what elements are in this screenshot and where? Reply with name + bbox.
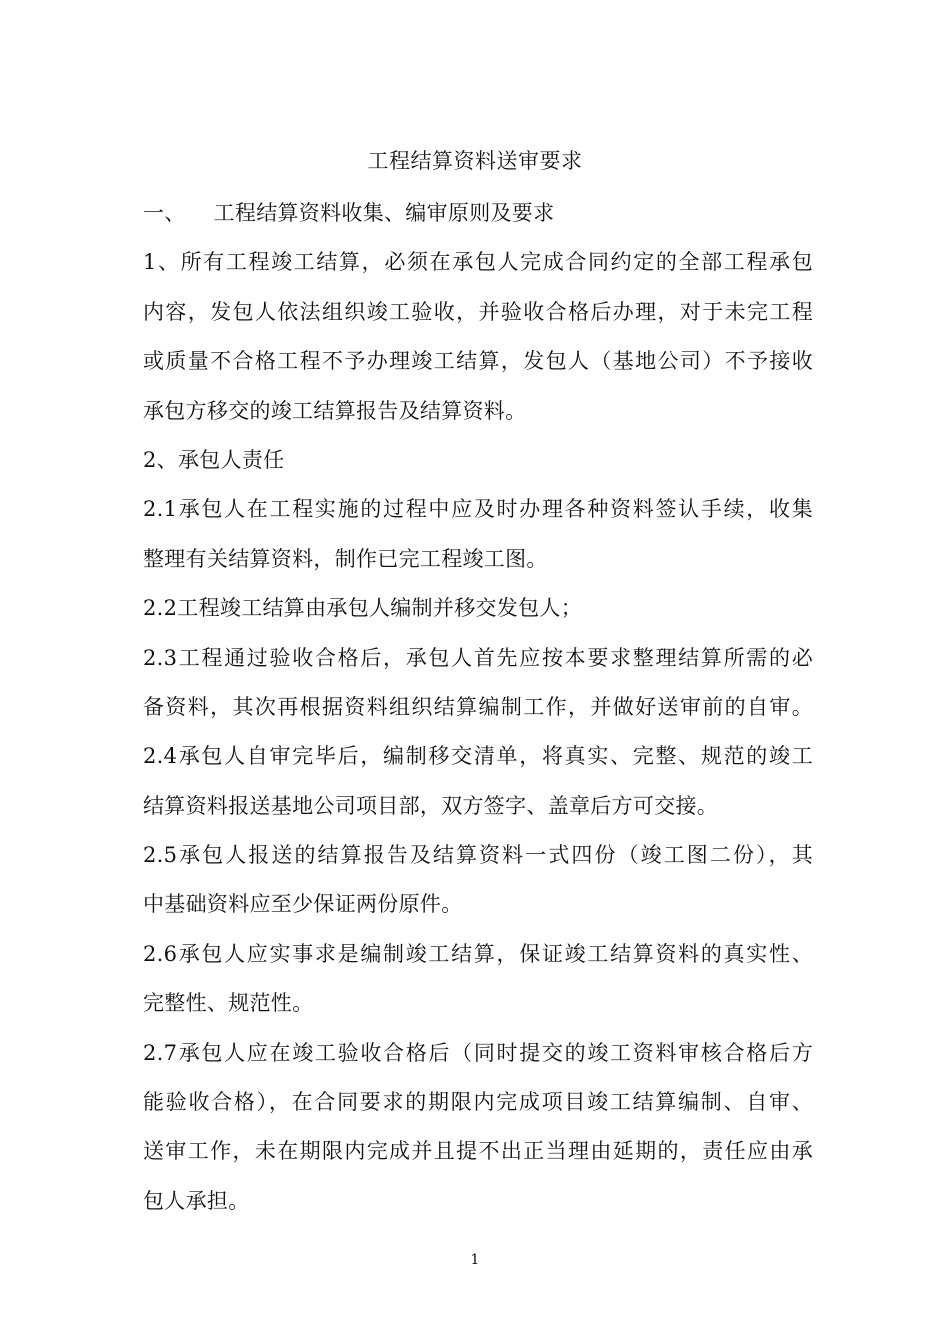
paragraph-line: 整理有关结算资料，制作已完工程竣工图。 (143, 546, 548, 571)
paragraph-line: 2.1承包人在工程实施的过程中应及时办理各种资料签认手续，收集 (143, 497, 813, 522)
paragraph-line: 内容，发包人依法组织竣工验收，并验收合格后办理，对于未完工程 (143, 299, 813, 324)
paragraph-line: 1、所有工程竣工结算，必须在承包人完成合同约定的全部工程承包 (143, 250, 813, 275)
paragraph-line: 2.6承包人应实事求是编制竣工结算，保证竣工结算资料的真实性、 (143, 941, 813, 966)
paragraph-line: 结算资料报送基地公司项目部，双方签字、盖章后方可交接。 (143, 793, 719, 818)
section-title: 工程结算资料收集、编审原则及要求 (213, 201, 555, 225)
paragraph-line: 能验收合格），在合同要求的期限内完成项目竣工结算编制、自审、 (143, 1090, 813, 1115)
document-title: 工程结算资料送审要求 (367, 149, 583, 173)
paragraph-line: 2.5承包人报送的结算报告及结算资料一式四份（竣工图二份），其 (143, 843, 813, 868)
paragraph-line: 备资料，其次再根据资料组织结算编制工作，并做好送审前的自审。 (143, 694, 813, 719)
page-number: 1 (470, 1252, 480, 1268)
paragraph-line: 完整性、规范性。 (143, 991, 314, 1016)
paragraph-line: 2.4承包人自审完毕后，编制移交清单，将真实、完整、规范的竣工 (143, 744, 813, 769)
paragraph-line: 2.3工程通过验收合格后，承包人首先应按本要求整理结算所需的必 (143, 645, 813, 670)
section-heading (143, 196, 813, 245)
paragraph-line: 中基础资料应至少保证两份原件。 (143, 892, 463, 917)
subsection-heading: 2、承包人责任 (143, 447, 285, 472)
document-body (143, 196, 813, 1233)
paragraph-line: 或质量不合格工程不予办理竣工结算，发包人（基地公司）不予接收 (143, 349, 813, 374)
paragraph-line: 2.7承包人应在竣工验收合格后（同时提交的竣工资料审核合格后方 (143, 1040, 813, 1065)
paragraph-line: 包人承担。 (143, 1188, 250, 1213)
paragraph-line: 承包方移交的竣工结算报告及结算资料。 (143, 398, 527, 423)
paragraph-line: 2.2工程竣工结算由承包人编制并移交发包人； (143, 596, 582, 621)
section-number: 一、 (143, 201, 186, 225)
paragraph-line: 送审工作，未在期限内完成并且提不出正当理由延期的，责任应由承 (143, 1139, 813, 1164)
